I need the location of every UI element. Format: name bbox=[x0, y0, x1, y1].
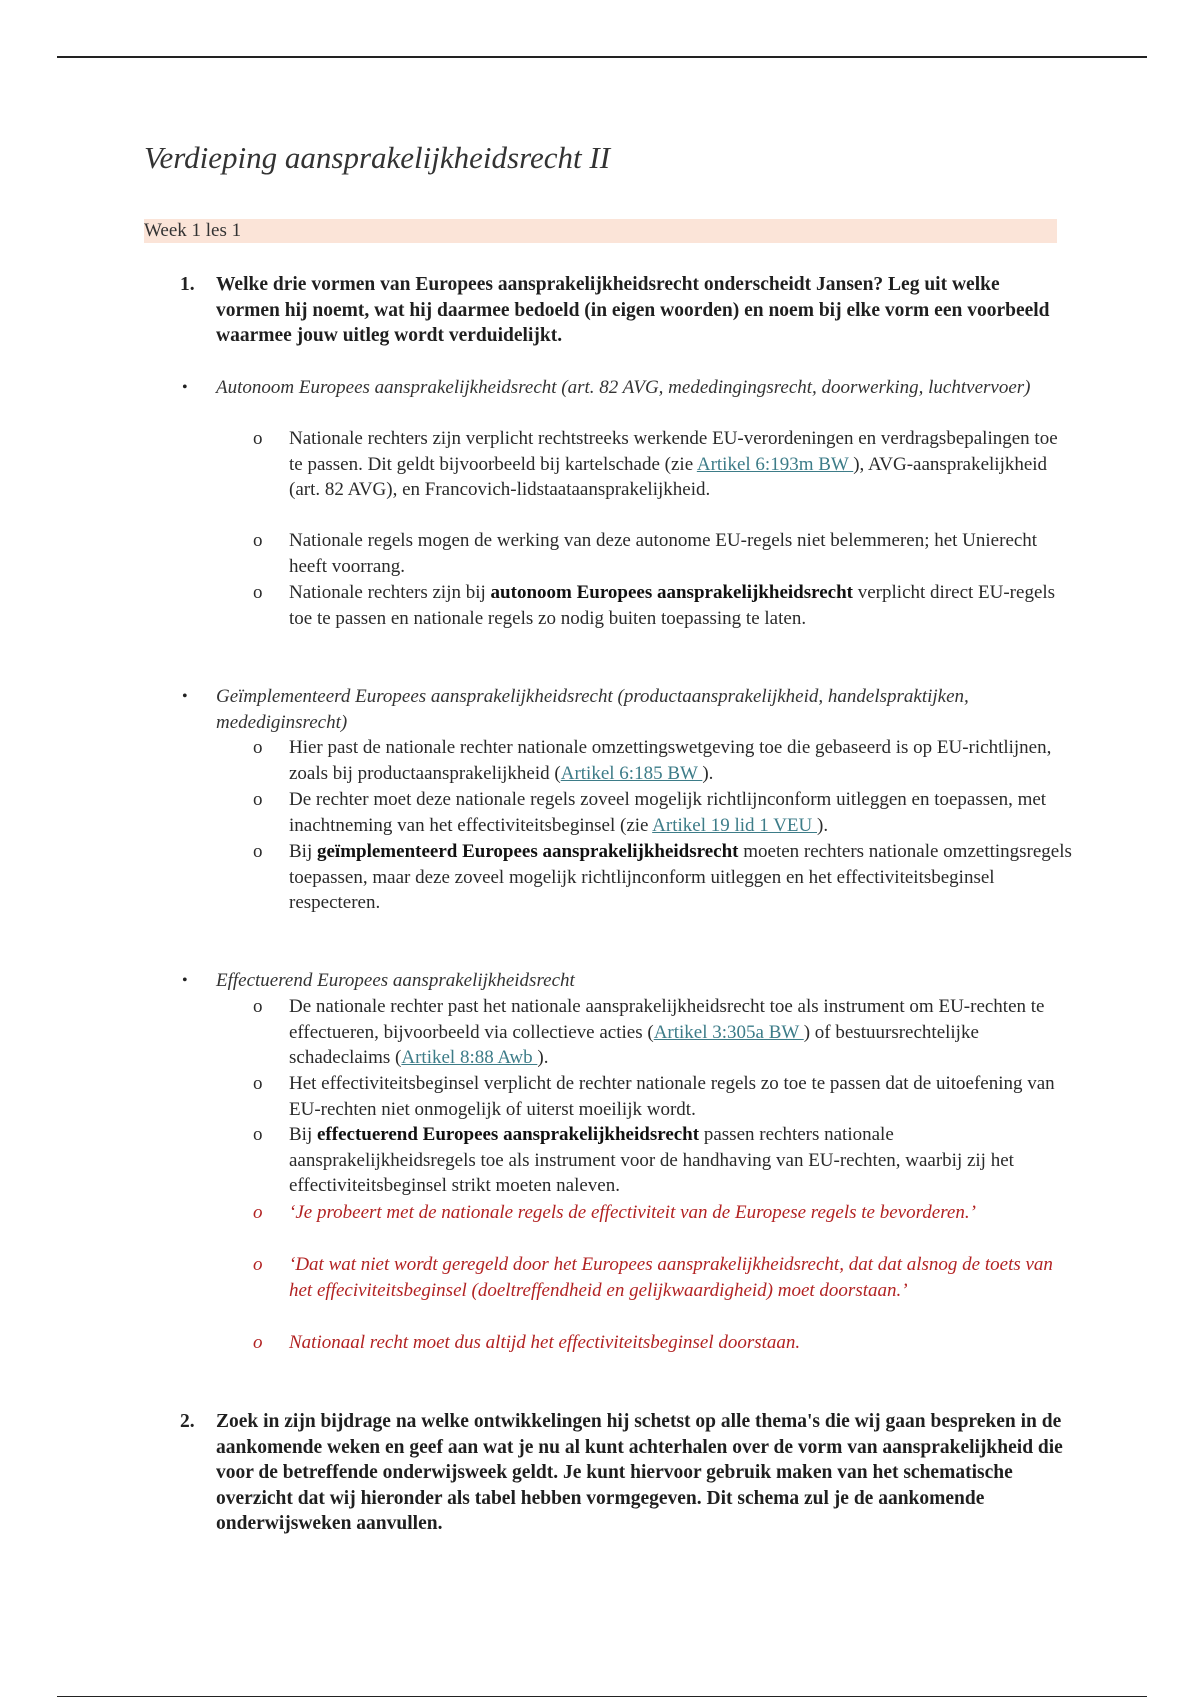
list-marker: o bbox=[253, 1202, 263, 1223]
effectuerend-point-3: o Bij effectuerend Europees aansprakelijkheidsrecht passen rechters nationale aansprakelijkheidsregels toe als instrument voor de handhaving van EU-rechten, waarbij zij het effectiviteitsbeginsel strikt moeten naleven. bbox=[253, 1124, 1014, 1196]
bullet-autonoom-heading: Autonoom Europees aansprakelijkheidsrecht (art. 82 AVG, mededingingsrecht, doorwerking, luchtvervoer) bbox=[216, 377, 1031, 398]
list-marker: o bbox=[253, 1332, 263, 1353]
geimplementeerd-point-1: o Hier past de nationale rechter nationale omzettingswetgeving toe die gebaseerd is op EU-richtlijnen, zoals bij productaansprakelijkheid (Artikel 6:185 BW ). bbox=[253, 737, 1052, 784]
question-1-number: 1. bbox=[180, 274, 195, 295]
bold-term: geïmplementeerd Europees aansprakelijkheidsrecht bbox=[316, 841, 739, 862]
geimplementeerd-point-3: o Bij geïmplementeerd Europees aansprakelijkheidsrecht moeten rechters nationale omzettingsregels toepassen, maar deze zoveel mogelijk richtlijnconform uitleggen en het effectiviteitsbeginsel respecteren. bbox=[253, 841, 1072, 913]
list-marker: o bbox=[253, 996, 263, 1017]
list-marker: o bbox=[253, 428, 263, 449]
bullet-geimplementeerd-dot: • bbox=[182, 688, 188, 705]
autonoom-point-3: o Nationale rechters zijn bij autonoom Europees aansprakelijkheidsrecht verplicht direct EU-regels toe te passen en nationale regels zo nodig buiten toepassing te laten. bbox=[253, 582, 1056, 629]
list-marker: o bbox=[253, 582, 263, 603]
question-2-number: 2. bbox=[180, 1411, 195, 1432]
link-artikel-8-88-awb[interactable]: Artikel 8:88 Awb bbox=[401, 1047, 538, 1068]
bold-term: effectuerend Europees aansprakelijkheidsrecht bbox=[316, 1124, 700, 1145]
effectuerend-note-1: o ‘Je probeert met de nationale regels de effectiviteit van de Europese regels te bevorderen.’ bbox=[253, 1200, 1073, 1226]
link-artikel-3-305a-bw[interactable]: Artikel 3:305a BW bbox=[653, 1021, 804, 1043]
header-rule bbox=[57, 56, 1147, 58]
bold-term: autonoom Europees aansprakelijkheidsrecht bbox=[490, 582, 853, 603]
list-marker: o bbox=[253, 1073, 263, 1094]
list-marker: o bbox=[253, 789, 263, 810]
bullet-geimplementeerd-heading: Geïmplementeerd Europees aansprakelijkheidsrecht (productaansprakelijkheid, handelspraktijken, medediginsrecht) bbox=[216, 686, 969, 733]
footer-rule bbox=[57, 1696, 1147, 1697]
list-marker: o bbox=[253, 1124, 263, 1145]
question-2-text: Zoek in zijn bijdrage na welke ontwikkelingen hij schetst op alle thema's die wij gaan bespreken in de aankomende weken en geef aan wat je nu al kunt achterhalen over de vorm van aansprakelijkheid die voor de betreffende onderwijsweek geldt. Je kunt hiervoor gebruik maken van het schematische overzicht dat wij hieronder als tabel hebben vormgegeven. Dit schema zul je de aankomende onderwijsweken aanvullen. bbox=[216, 1411, 1063, 1534]
effectuerend-point-2: o Het effectiviteitsbeginsel verplicht de rechter nationale regels zo toe te passen dat de uitoefening van EU-rechten niet onmogelijk of uiterst moeilijk wordt. bbox=[253, 1073, 1055, 1120]
geimplementeerd-point-2: o De rechter moet deze nationale regels zoveel mogelijk richtlijnconform uitleggen en toepassen, met inachtneming van het effectiviteitsbeginsel (zie Artikel 19 lid 1 VEU ). bbox=[253, 789, 1047, 836]
link-artikel-6-193m-bw[interactable]: Artikel 6:193m BW bbox=[696, 453, 854, 475]
bullet-autonoom-dot: • bbox=[182, 379, 188, 396]
bullet-effectuerend-heading: Effectuerend Europees aansprakelijkheidsrecht bbox=[216, 970, 575, 991]
list-marker: o bbox=[253, 841, 263, 862]
document-title: Verdieping aansprakelijkheidsrecht II bbox=[144, 140, 611, 175]
effectuerend-note-3: o Nationaal recht moet dus altijd het effectiviteitsbeginsel doorstaan. bbox=[253, 1330, 1073, 1356]
autonoom-point-2: o Nationale regels mogen de werking van deze autonome EU-regels niet belemmeren; het Unierecht heeft voorrang. bbox=[253, 530, 1038, 577]
list-marker: o bbox=[253, 737, 263, 758]
list-marker: o bbox=[253, 530, 263, 551]
link-artikel-19-lid-1-veu[interactable]: Artikel 19 lid 1 VEU bbox=[652, 814, 818, 836]
week-header: Week 1 les 1 bbox=[144, 219, 1057, 243]
autonoom-point-1: o Nationale rechters zijn verplicht rechtstreeks werkende EU-verordeningen en verdragsbepalingen toe te passen. Dit geldt bijvoorbeeld bij kartelschade (zie Artikel 6:193m BW ), AVG-aansprakelijkheid (art. 82 AVG), en Francovich-lidstaataansprakelijkheid. bbox=[253, 428, 1058, 500]
effectuerend-point-1: o De nationale rechter past het nationale aansprakelijkheidsrecht toe als instrument om EU-rechten te effectueren, bijvoorbeeld via collectieve acties (Artikel 3:305a BW ) of bestuursrechtelijke schadeclaims (Artikel 8:88 Awb ). bbox=[253, 996, 1045, 1068]
question-1-text: Welke drie vormen van Europees aansprakelijkheidsrecht onderscheidt Jansen? Leg uit welke vormen hij noemt, wat hij daarmee bedoeld (in eigen woorden) en noem bij elke vorm een voorbeeld waarmee jouw uitleg wordt verduidelijkt. bbox=[216, 274, 1050, 346]
bullet-effectuerend-dot: • bbox=[182, 972, 188, 989]
list-marker: o bbox=[253, 1254, 263, 1275]
effectuerend-note-2: o ‘Dat wat niet wordt geregeld door het Europees aansprakelijkheidsrecht, dat dat alsnog de toets van het effeciviteitsbeginsel (doeltreffendheid en gelijkwaardigheid) moet doorstaan.’ bbox=[253, 1254, 1053, 1301]
link-artikel-6-185-bw[interactable]: Artikel 6:185 BW bbox=[560, 762, 703, 784]
